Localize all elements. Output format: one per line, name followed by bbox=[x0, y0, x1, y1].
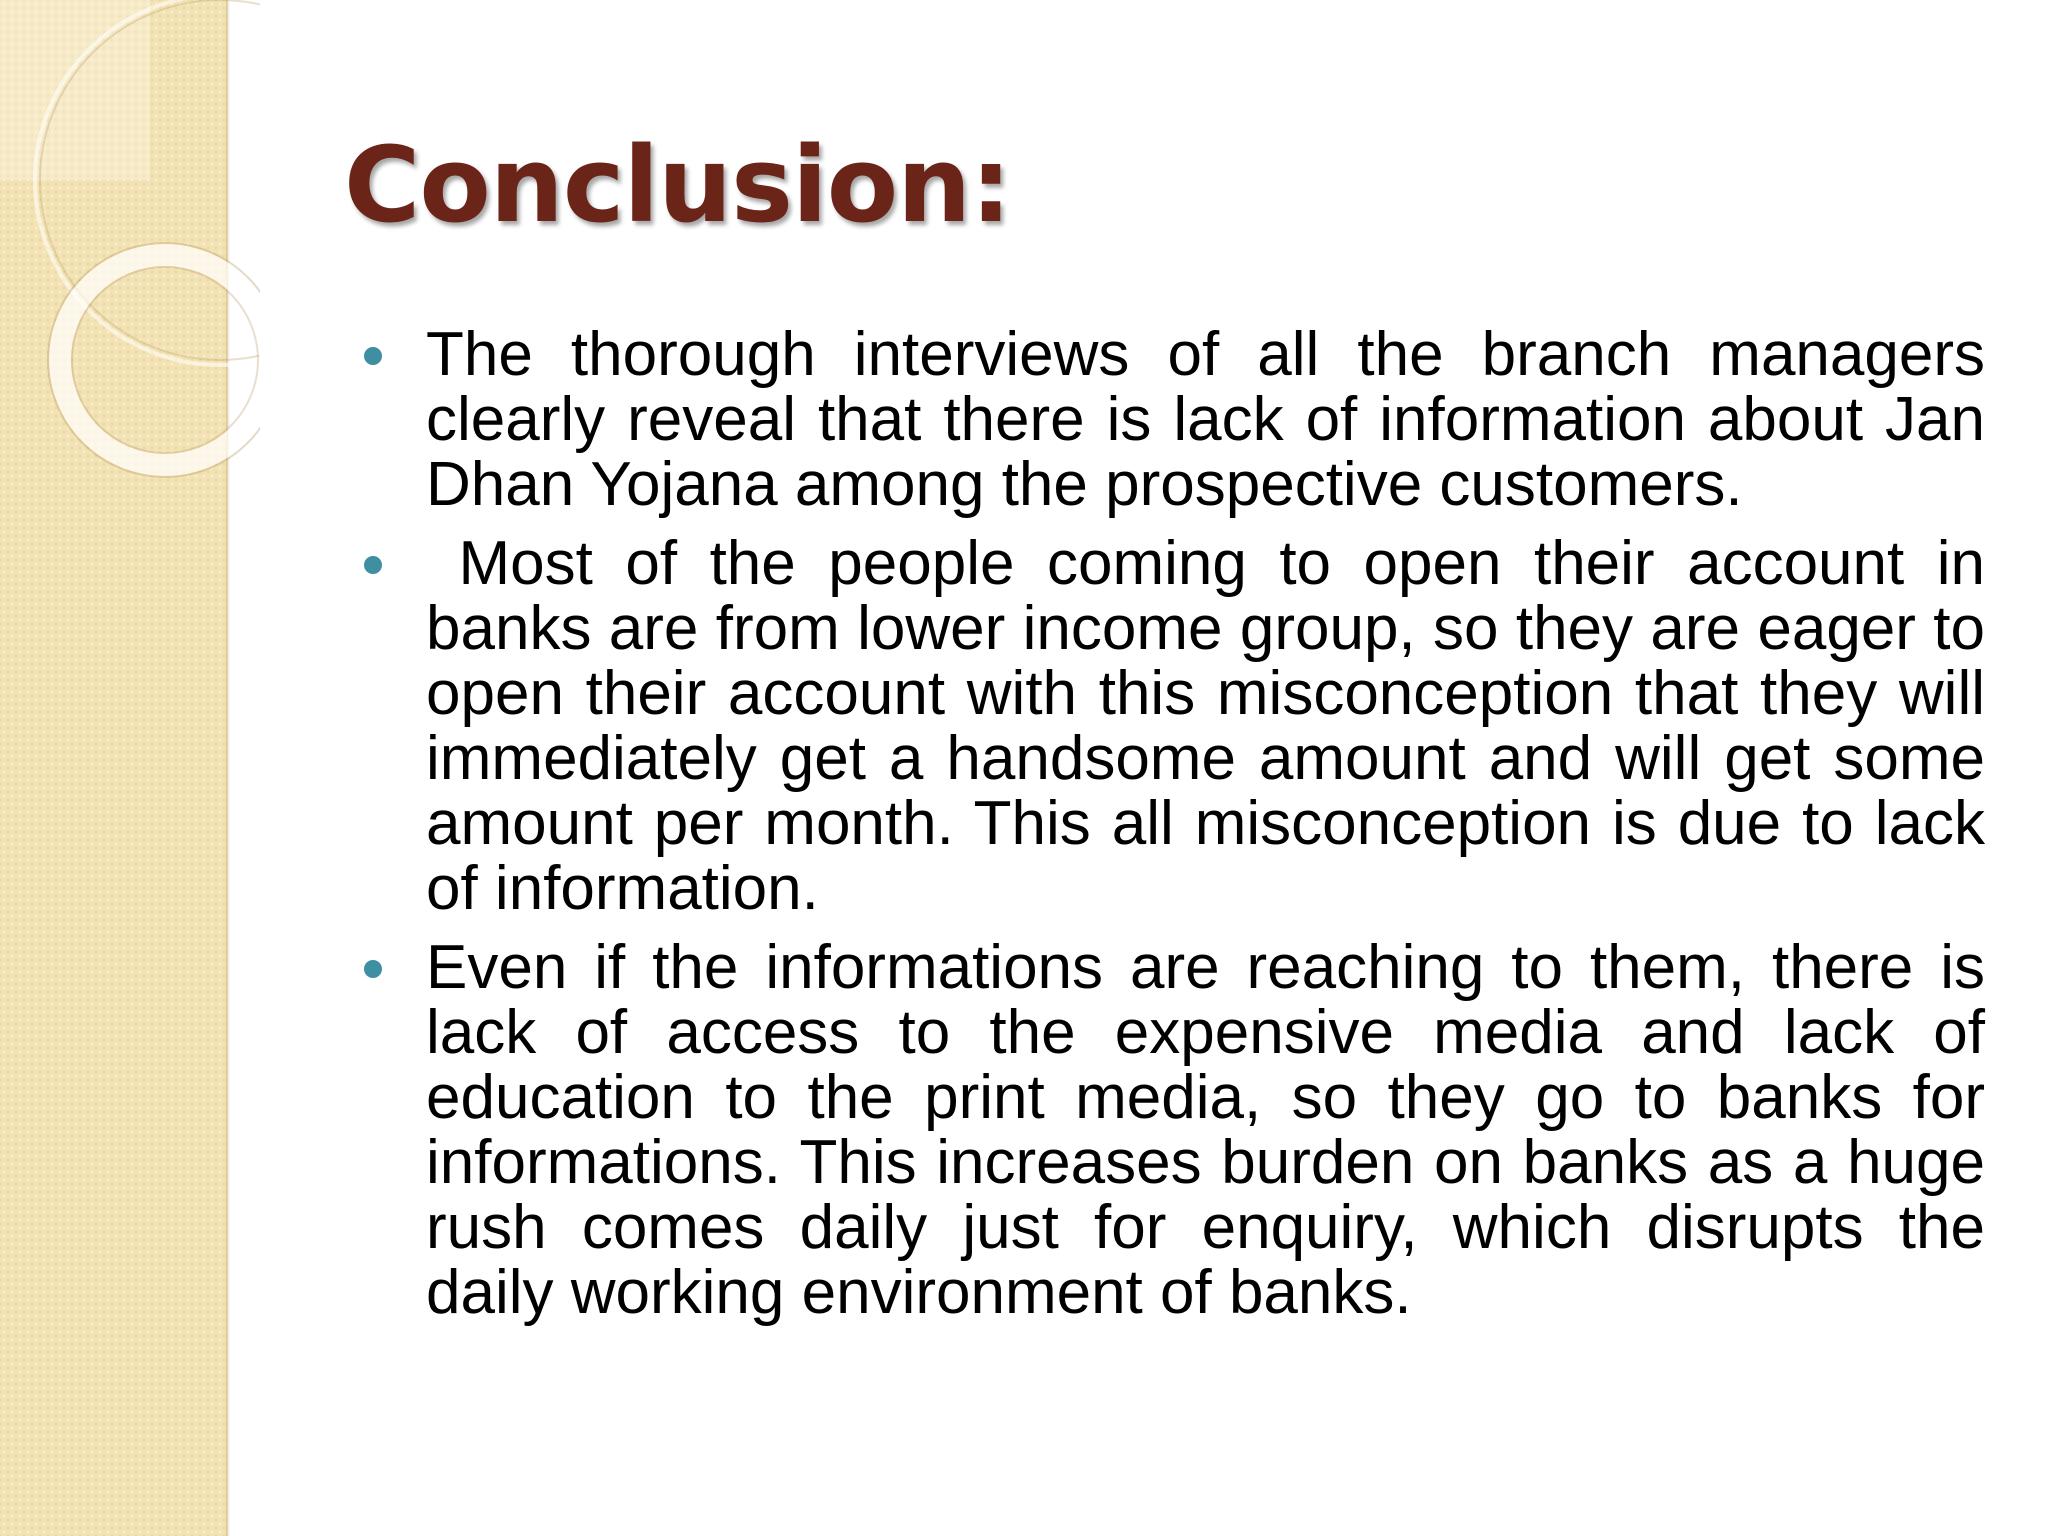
bullet-item bbox=[360, 529, 2003, 923]
bullet-dot-icon bbox=[364, 960, 382, 978]
bullet-text: The thorough interviews of all the branch managers clearly reveal that there is lack of information about Jan Dhan Yojana among the prospective customers. bbox=[426, 320, 1985, 519]
bullet-dot-icon bbox=[364, 347, 382, 365]
slide-title: Conclusion: bbox=[344, 124, 1011, 246]
bullet-item bbox=[360, 322, 1985, 517]
bullet-text: Even if the informations are reaching to them, there is lack of access to the expensive media and lack of education to the print media, so they go to banks for informations. This increases burden on banks as a huge rush comes daily just for enquiry, which disrupts the daily working environment of banks. bbox=[426, 933, 1985, 1327]
bullet-dot-icon bbox=[364, 556, 382, 574]
bullet-text: Most of the people coming to open their account in banks are from lower income group, so they are eager to open their account with this misconception that they will immediately get a handsome amount and will get some amount per month. This all misconception is due to lack of information. bbox=[426, 529, 2003, 923]
bullet-list bbox=[360, 320, 2003, 1339]
decorative-rings-icon bbox=[0, 0, 260, 520]
bullet-item bbox=[360, 935, 1985, 1325]
